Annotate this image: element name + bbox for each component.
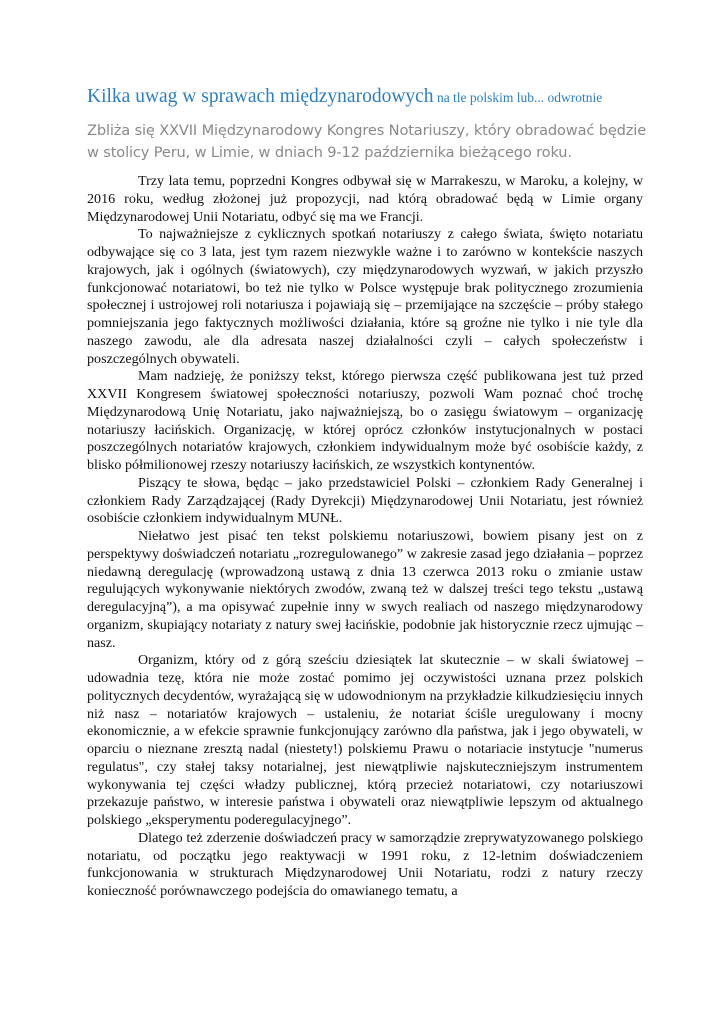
- paragraph: Niełatwo jest pisać ten tekst polskiemu notariuszowi, bowiem pisany jest on z perspektywy doświadczeń notariatu „rozregulowanego” w zakresie zasad jego działania – poprzez niedawną deregulację (wprowadzoną ustawą z dnia 13 czerwca 2013 roku o zmianie ustaw regulujących wykonywanie niektórych zwodów, zwaną też w dalszej treści tego tekstu „ustawą deregulacyjną”), a ma opisywać zupełnie inny w swych realiach od naszego międzynarodowy organizm, skupiający notariaty z natury swej łacińskie, podobnie jak historycznie rzecz ujmując – nasz.: [87, 528, 643, 651]
- article-title-main: Kilka uwag w sprawach międzynarodowych: [87, 86, 434, 107]
- article-lead: Zbliża się XXVII Międzynarodowy Kongres Notariuszy, który obradować będzie w stolicy Peru, w Limie, w dniach 9-12 października bieżącego roku.: [87, 122, 647, 161]
- article-body: [87, 173, 643, 901]
- paragraph: Mam nadzieję, że poniższy tekst, którego pierwsza część publikowana jest tuż przed XXVII Kongresem światowej społeczności notariuszy, pozwoli Wam poznać choć trochę Międzynarodową Unię Notariatu, jako najważniejszą, bo o zasięgu światowym – organizację notariuszy łacińskich. Organizację, w której oprócz członków instytucjonalnych w postaci poszczególnych notariatów krajowych, członkiem indywidualnym może być osobiście każdy, z blisko półmilionowej rzeszy notariuszy łacińskich, ze wszystkich kontynentów.: [87, 368, 643, 473]
- article-title: [87, 86, 647, 108]
- paragraph: Piszący te słowa, będąc – jako przedstawiciel Polski – członkiem Rady Generalnej i członkiem Rady Zarządzającej (Rady Dyrekcji) Międzynarodowej Unii Notariatu, jest również osobiście członkiem indywidualnym MUNŁ.: [87, 474, 643, 527]
- paragraph: To najważniejsze z cyklicznych spotkań notariuszy z całego świata, święto notariatu odbywające się co 3 lata, jest tym razem niezwykle ważne i to zarówno w kontekście naszych krajowych, jak i ogólnych (światowych), czy międzynarodowych wyzwań, w jakich przyszło funkcjonować notariatowi, bo też nie tylko w Polsce występuje brak politycznego zrozumienia społecznej i ustrojowej roli notariusza i pojawiają się – przemijające na szczęście – próby stałego pomniejszania jego faktycznych możliwości działania, które są groźne nie tylko i nie tyle dla naszego zawodu, ale dla adresata naszej działalności czyli – całych społeczeństw i poszczególnych obywateli.: [87, 226, 643, 367]
- paragraph: Dlatego też zderzenie doświadczeń pracy w samorządzie zreprywatyzowanego polskiego notariatu, od początku jego reaktywacji w 1991 roku, z 12-letnim doświadczeniem funkcjonowania w strukturach Międzynarodowej Unii Notariatu, rodzi z natury rzeczy konieczność porównawczego podejścia do omawianego tematu, a: [87, 829, 643, 899]
- paragraph: Organizm, który od z górą sześciu dziesiątek lat skutecznie – w skali światowej – udowadnia tezę, która nie może zostać pomimo jej oczywistości uznana przez polskich politycznych decydentów, wyrażającą się w udowodnionym na przykładzie kilkudziesięciu innych niż nasz – notariatów krajowych – ustaleniu, że notariat ściśle uregulowany i mocny ekonomicznie, a w efekcie sprawnie funkcjonujący zarówno dla państwa, jak i jego obywateli, w oparciu o nieznane zresztą nadal (niestety!) polskiemu Prawu o notariacie instytucje "numerus regulatus", czy stałej taksy notarialnej, jest niewątpliwie najskuteczniejszym instrumentem wykonywania tej części władzy publicznej, którą przecież notariatowi, czy notariuszowi przekazuje państwo, w interesie państwa i obywateli oraz niewątpliwie lepszym od aktualnego polskiego „eksperymentu poderegulacyjnego”.: [87, 652, 643, 828]
- article-title-sub: na tle polskim lub... odwrotnie: [433, 90, 603, 105]
- paragraph: Trzy lata temu, poprzedni Kongres odbywał się w Marrakeszu, w Maroku, a kolejny, w 2016 roku, według złożonej już propozycji, nad którą obradować będą w Limie organy Międzynarodowej Unii Notariatu, odbyć się ma we Francji.: [87, 173, 643, 225]
